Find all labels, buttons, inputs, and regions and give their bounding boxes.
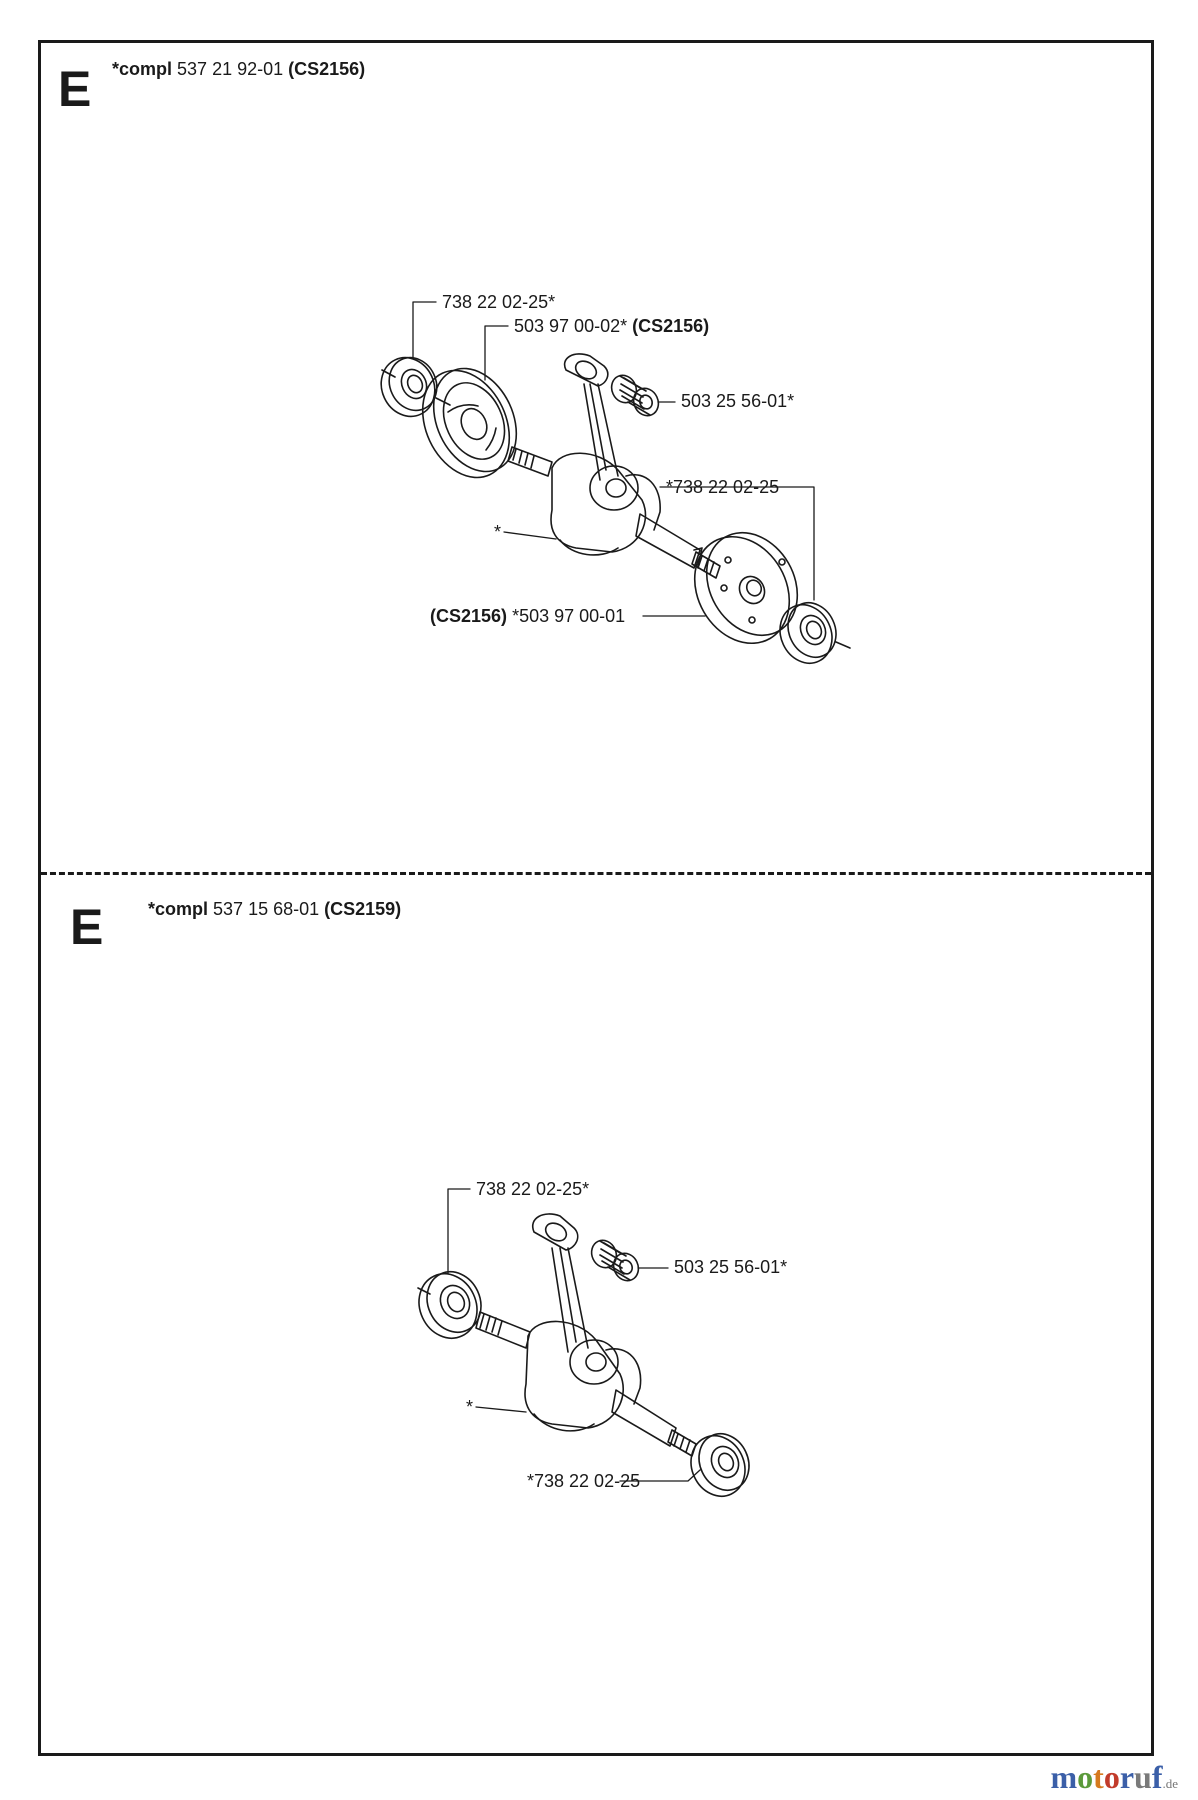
ball-bearing-icon xyxy=(409,1263,491,1348)
watermark-letter: o xyxy=(1077,1759,1094,1795)
watermark-logo xyxy=(1051,1759,1179,1796)
title-prefix: *compl xyxy=(148,899,209,919)
crank-half-right-icon xyxy=(676,516,815,660)
callout-crank-half-right: (CS2156) *503 97 00-01 xyxy=(430,606,626,626)
title-part-number: 537 15 68-01 xyxy=(213,899,320,919)
callout-crankshaft: * xyxy=(494,522,502,542)
crank-half-left-icon xyxy=(406,355,532,492)
ball-bearing-icon xyxy=(681,1426,758,1506)
callout-crankshaft: * xyxy=(466,1397,474,1417)
watermark-letter: f xyxy=(1151,1759,1163,1795)
callout-bearing-right: *738 22 02-25 xyxy=(527,1471,641,1491)
watermark-text xyxy=(1051,1759,1163,1795)
callout-bearing-left: 738 22 02-25* xyxy=(442,292,556,312)
title-model: (CS2159) xyxy=(324,899,402,919)
callout-bearing-left: 738 22 02-25* xyxy=(476,1179,590,1199)
crankshaft-icon xyxy=(476,1214,696,1456)
needle-bearing-icon xyxy=(607,371,663,420)
ball-bearing-icon xyxy=(372,349,450,425)
crankshaft-icon xyxy=(508,354,720,578)
watermark-letter: m xyxy=(1050,1759,1078,1795)
section-letter: E xyxy=(58,61,92,117)
title-prefix: *compl xyxy=(112,59,173,79)
watermark-letter: o xyxy=(1103,1759,1120,1795)
title-part-number: 537 21 92-01 xyxy=(177,59,284,79)
needle-bearing-icon xyxy=(587,1236,643,1285)
ball-bearing-icon xyxy=(771,595,850,672)
callout-needle-bearing: 503 25 56-01* xyxy=(674,1257,788,1277)
watermark-letter: u xyxy=(1134,1759,1152,1795)
callout-needle-bearing: 503 25 56-01* xyxy=(681,391,795,411)
callout-crank-half-left: 503 97 00-02* (CS2156) xyxy=(514,316,710,336)
watermark-letter: r xyxy=(1119,1759,1135,1795)
title-model: (CS2156) xyxy=(288,59,366,79)
watermark-letter: t xyxy=(1093,1759,1104,1795)
section-letter: E xyxy=(70,899,104,955)
callout-bearing-right: *738 22 02-25 xyxy=(666,477,780,497)
watermark-suffix: .de xyxy=(1162,1776,1178,1791)
